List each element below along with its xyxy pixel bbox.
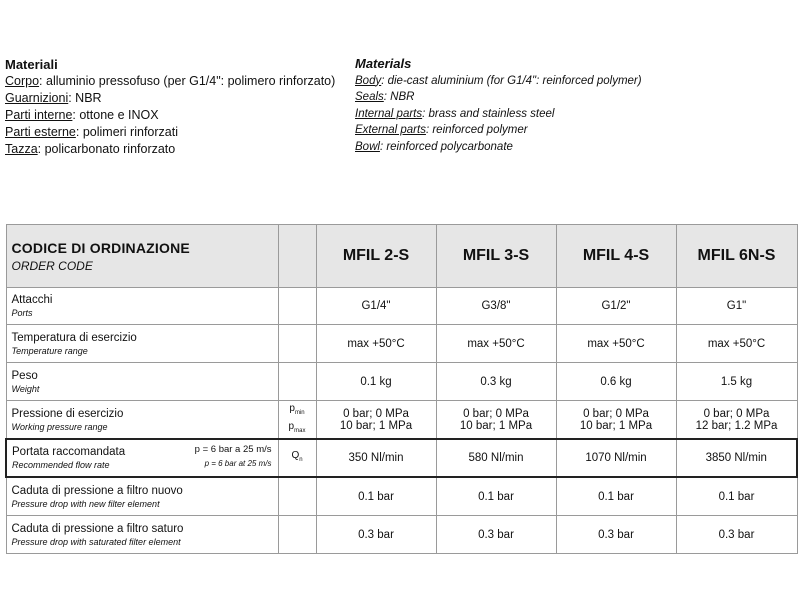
materials-english [355,56,775,155]
value-cell: 0.1 bar [316,477,436,516]
flow-symbol-cell: $Q_n$ [278,439,316,477]
symbol-cell [278,477,316,516]
value-cell: 1.5 kg [676,363,797,401]
row-label [6,477,278,516]
value-cell: 0.1 bar [556,477,676,516]
material-line-en [355,106,775,123]
table-row-temperature [6,325,797,363]
value-cell [676,401,797,440]
order-code-table [5,224,798,554]
row-label-it: Temperatura di esercizio [11,331,137,344]
material-label-it: Parti esterne [5,125,76,139]
material-value-en: : reinforced polycarbonate [379,140,513,153]
row-label [6,439,278,477]
order-code-title-en: ORDER CODE [11,258,93,273]
symbol-cell [278,516,316,554]
value-cell: 0.3 bar [676,516,797,554]
row-label-it: Caduta di pressione a filtro nuovo [11,484,183,497]
material-label-it: Tazza [5,142,38,156]
value-cell: G1/4" [316,288,436,325]
material-line-it [5,124,350,141]
value-cell: 0.1 kg [316,363,436,401]
row-label [6,363,278,401]
value-cell: 580 Nl/min [436,439,556,477]
pressure-max-value: 10 bar; 1 MPa [459,419,533,432]
value-cell [436,401,556,440]
model-header: MFIL 6N-S [676,225,797,288]
value-cell: max +50°C [436,325,556,363]
material-label-it: Guarnizioni [5,91,69,105]
material-value-en: : NBR [383,91,415,103]
value-cell: G3/8" [436,288,556,325]
table-row-weight [6,363,797,401]
order-code-header [6,225,278,288]
row-label-it: Portata raccomandata [12,446,126,458]
material-label-en: Seals [355,91,384,103]
value-cell: 350 Nl/min [316,439,436,477]
value-cell: 0.3 kg [436,363,556,401]
material-label-en: Internal parts [355,107,423,120]
material-value-it: : NBR [68,91,102,105]
value-cell: 0.1 bar [676,477,797,516]
material-value-en: : reinforced polymer [425,124,528,136]
table-row-ports [6,288,797,325]
value-cell: 0.3 bar [556,516,676,554]
material-value-en: : brass and stainless steel [422,107,555,120]
material-line-it [5,141,350,158]
material-label-en: External parts [355,124,426,136]
material-value-en: : die-cast aluminium (for G1/4": reinforced polymer) [381,74,642,87]
table-row-flow-rate [6,439,797,477]
pressure-min-value: 0 bar; 0 MPa [703,407,770,420]
table-row-pressure [6,401,797,440]
material-line-en [355,122,775,139]
table-row-drop-new [6,477,797,516]
table-header-row [6,225,797,288]
row-label [6,325,278,363]
material-label-it: Parti interne [5,108,73,122]
material-value-it: : policarbonato rinforzato [37,142,176,156]
material-line-en [355,139,775,156]
pressure-min-symbol: $p_{min}$ [289,402,305,416]
material-value-it: : polimeri rinforzati [75,125,178,139]
material-line-it [5,73,350,90]
value-cell: 0.3 bar [436,516,556,554]
model-header: MFIL 3-S [436,225,556,288]
table-row-drop-saturated [6,516,797,554]
pressure-max-value: 10 bar; 1 MPa [579,419,653,432]
material-label-en: Body [355,74,382,87]
value-cell: 0.6 kg [556,363,676,401]
row-label-it: Pressione di esercizio [11,407,124,420]
pressure-min-value: 0 bar; 0 MPa [583,407,649,420]
value-cell: 0.1 bar [436,477,556,516]
materials-heading-it: Materiali [5,57,58,72]
model-header: MFIL 2-S [316,225,436,288]
value-cell: G1" [676,288,797,325]
pressure-max-value: 10 bar; 1 MPa [339,419,413,432]
flow-condition-it: p = 6 bar a 25 m/s [194,444,272,455]
pressure-min-value: 0 bar; 0 MPa [343,407,409,420]
materials-italian [5,56,350,158]
material-line-it [5,107,350,124]
material-value-it: : alluminio pressofuso (per G1/4": polimero rinforzato) [39,74,336,88]
materials-heading-en: Materials [355,56,412,71]
material-label-en: Bowl [355,140,380,153]
value-cell [556,401,676,440]
row-label-en: Recommended flow rate [12,460,110,470]
pressure-max-value: 12 bar; 1.2 MPa [695,419,778,432]
value-cell: max +50°C [316,325,436,363]
value-cell: 0.3 bar [316,516,436,554]
pressure-min-value: 0 bar; 0 MPa [463,407,529,420]
row-label-en: Pressure drop with new filter element [11,498,160,509]
row-label-it: Peso [11,369,38,382]
value-cell: 3850 Nl/min [676,439,797,477]
row-label-en: Pressure drop with saturated filter element [11,536,181,547]
model-header: MFIL 4-S [556,225,676,288]
material-line-en [355,73,775,90]
material-value-it: : ottone e INOX [72,108,159,122]
flow-condition-en: p = 6 bar at 25 m/s [204,459,272,468]
row-label [6,288,278,325]
material-line-en [355,89,775,106]
pressure-symbol-cell [278,401,316,440]
value-cell: max +50°C [556,325,676,363]
row-label [6,401,278,440]
order-code-title-it: CODICE DI ORDINAZIONE [11,239,190,256]
row-label [6,516,278,554]
row-label-it: Caduta di pressione a filtro saturo [11,522,184,535]
symbol-cell [278,363,316,401]
row-label-en: Temperature range [11,345,88,356]
row-label-en: Working pressure range [11,421,108,432]
row-label-en: Ports [11,308,33,318]
symbol-cell [278,288,316,325]
value-cell: 1070 Nl/min [556,439,676,477]
row-label-en: Weight [11,383,40,394]
symbol-header [278,225,316,288]
value-cell: max +50°C [676,325,797,363]
material-line-it [5,90,350,107]
symbol-cell [278,325,316,363]
row-label-it: Attacchi [11,294,53,306]
pressure-max-symbol: $p_{max}$ [288,420,306,434]
material-label-it: Corpo [5,74,40,88]
value-cell: G1/2" [556,288,676,325]
value-cell [316,401,436,440]
